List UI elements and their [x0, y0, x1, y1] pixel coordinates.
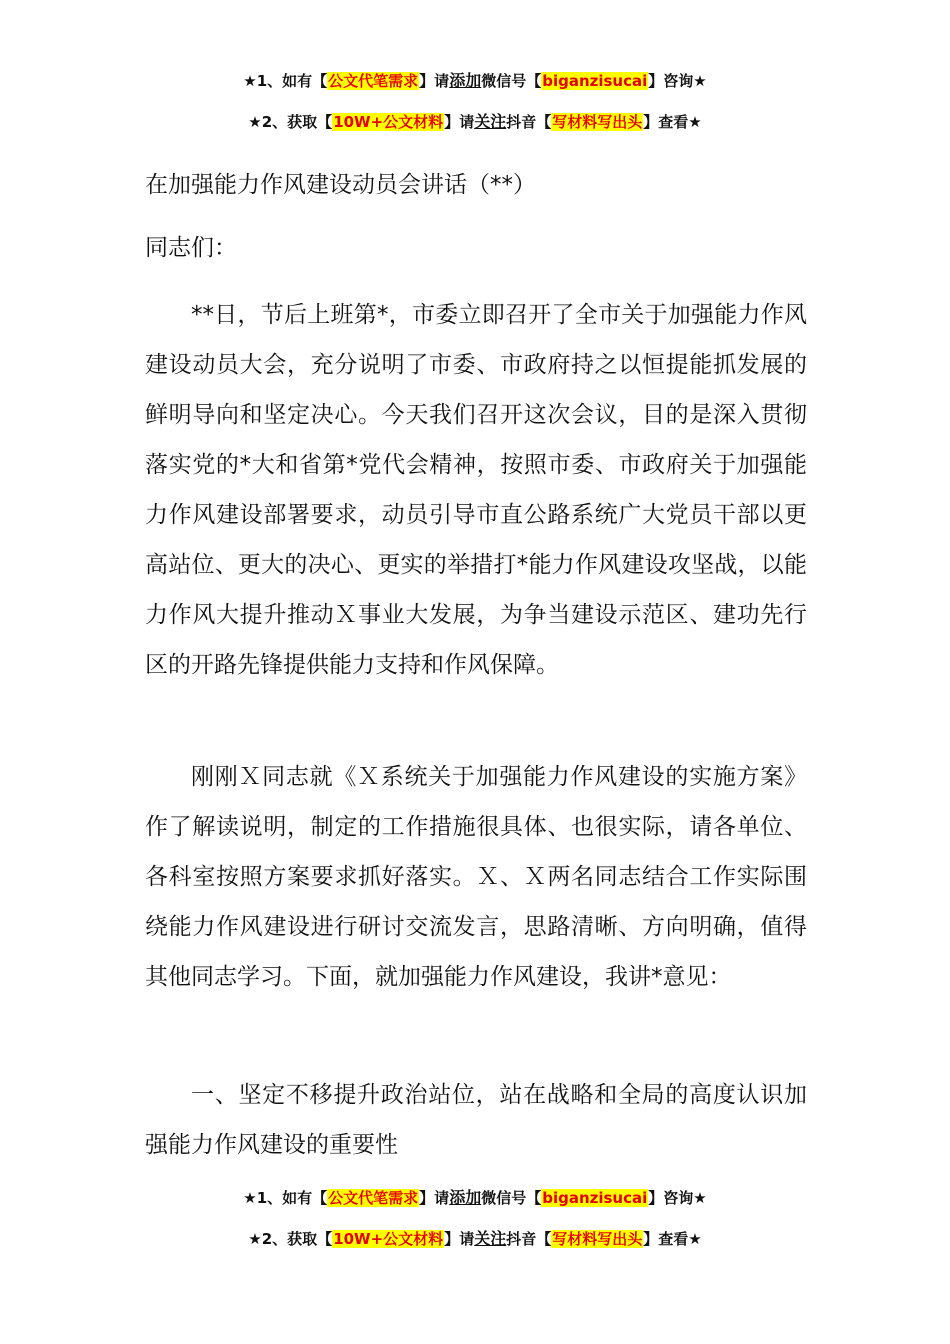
ad-highlight-service: 公文代笔需求 — [328, 1189, 419, 1207]
ad-highlight-wechat-id: biganzisucai — [542, 72, 648, 90]
ad-text: 】请 — [444, 113, 475, 131]
ad-text: 抖音【 — [506, 1230, 552, 1248]
ad-text: ★2、获取【 — [248, 1230, 333, 1248]
ad-text: ★1、如有【 — [243, 1189, 328, 1207]
ad-text: 微信号【 — [481, 1189, 542, 1207]
ad-text: 】咨询★ — [648, 1189, 707, 1207]
bottom-ad-line-2 — [0, 1228, 950, 1250]
top-ad-line-2 — [0, 111, 950, 133]
ad-text: ★2、获取【 — [248, 113, 333, 131]
ad-highlight-materials: 10W+公文材料 — [333, 1230, 444, 1248]
ad-highlight-douyin: 写材料写出头 — [552, 113, 643, 131]
ad-text: 】请 — [444, 1230, 475, 1248]
body-paragraph-2: 刚刚Ｘ同志就《Ｘ系统关于加强能力作风建设的实施方案》作了解读说明，制定的工作措施很具体、也很实际，请各单位、各科室按照方案要求抓好落实。Ｘ、Ｘ两名同志结合工作实际围绕能力作风建设进行研讨交流发言，思路清晰、方向明确，值得其他同志学习。下面，就加强能力作风建设，我讲*意见： — [145, 764, 807, 990]
greeting: 同志们： — [145, 235, 237, 261]
ad-underline-follow: 关注 — [474, 112, 507, 131]
ad-highlight-douyin: 写材料写出头 — [552, 1230, 643, 1248]
ad-highlight-service: 公文代笔需求 — [328, 72, 419, 90]
ad-highlight-materials: 10W+公文材料 — [333, 113, 444, 131]
ad-text: 】请 — [419, 72, 450, 90]
ad-underline-add: 添加 — [449, 1188, 482, 1207]
top-ad-line-1 — [0, 70, 950, 92]
ad-text: 】查看★ — [643, 1230, 702, 1248]
ad-text: 微信号【 — [481, 72, 542, 90]
ad-text: 抖音【 — [506, 113, 552, 131]
ad-highlight-wechat-id: biganzisucai — [542, 1189, 648, 1207]
ad-text: 】咨询★ — [648, 72, 707, 90]
body-paragraph-1: **日，节后上班第*，市委立即召开了全市关于加强能力作风建设动员大会，充分说明了市委、市政府持之以恒提能抓发展的鲜明导向和坚定决心。今天我们召开这次会议，目的是深入贯彻落实党的*大和省第*党代会精神，按照市委、市政府关于加强能力作风建设部署要求，动员引导市直公路系统广大党员干部以更高站位、更大的决心、更实的举措打*能力作风建设攻坚战，以能力作风大提升推动Ｘ事业大发展，为争当建设示范区、建功先行区的开路先锋提供能力支持和作风保障。 — [145, 302, 807, 678]
bottom-ad-line-1 — [0, 1187, 950, 1209]
section-heading-1: 一、坚定不移提升政治站位，站在战略和全局的高度认识加强能力作风建设的重要性 — [145, 1082, 807, 1158]
document-title: 在加强能力作风建设动员会讲话（**） — [145, 172, 536, 198]
ad-text: 】请 — [419, 1189, 450, 1207]
ad-text: 】查看★ — [643, 113, 702, 131]
ad-text: ★1、如有【 — [243, 72, 328, 90]
ad-underline-follow: 关注 — [474, 1229, 507, 1248]
ad-underline-add: 添加 — [449, 71, 482, 90]
